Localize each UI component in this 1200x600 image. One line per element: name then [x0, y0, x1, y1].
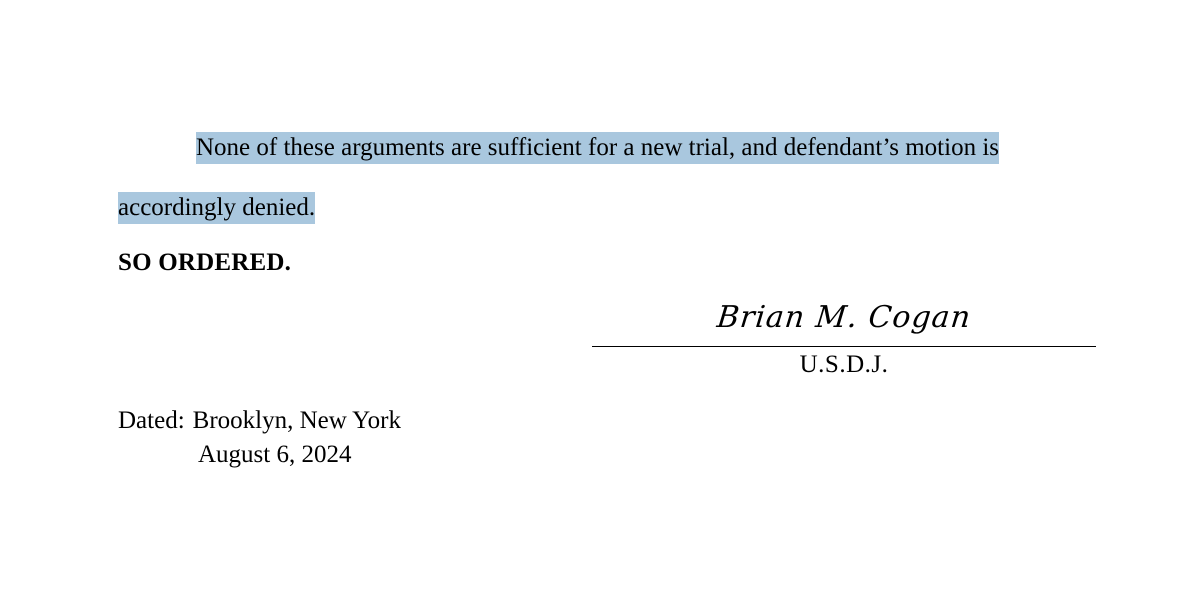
closing-paragraph [118, 118, 1078, 238]
dated-city: Brooklyn, New York [192, 407, 401, 434]
dated-location-row [118, 404, 401, 438]
paragraph-line-1 [118, 118, 1078, 178]
judge-signature: Brian M. Cogan [715, 300, 973, 335]
signature-block [592, 296, 1096, 379]
dated-date: August 6, 2024 [198, 441, 352, 468]
highlighted-text-line-2: accordingly denied. [118, 192, 315, 224]
signature-line [592, 346, 1096, 347]
judge-title: U.S.D.J. [799, 351, 889, 378]
so-ordered-text: SO ORDERED. [118, 249, 292, 276]
dated-label: Dated: [118, 407, 185, 434]
highlighted-text-line-1: None of these arguments are sufficient for a new trial, and defendant’s motion is [196, 132, 999, 164]
paragraph-line-2 [118, 178, 1078, 238]
dated-block [118, 404, 401, 472]
